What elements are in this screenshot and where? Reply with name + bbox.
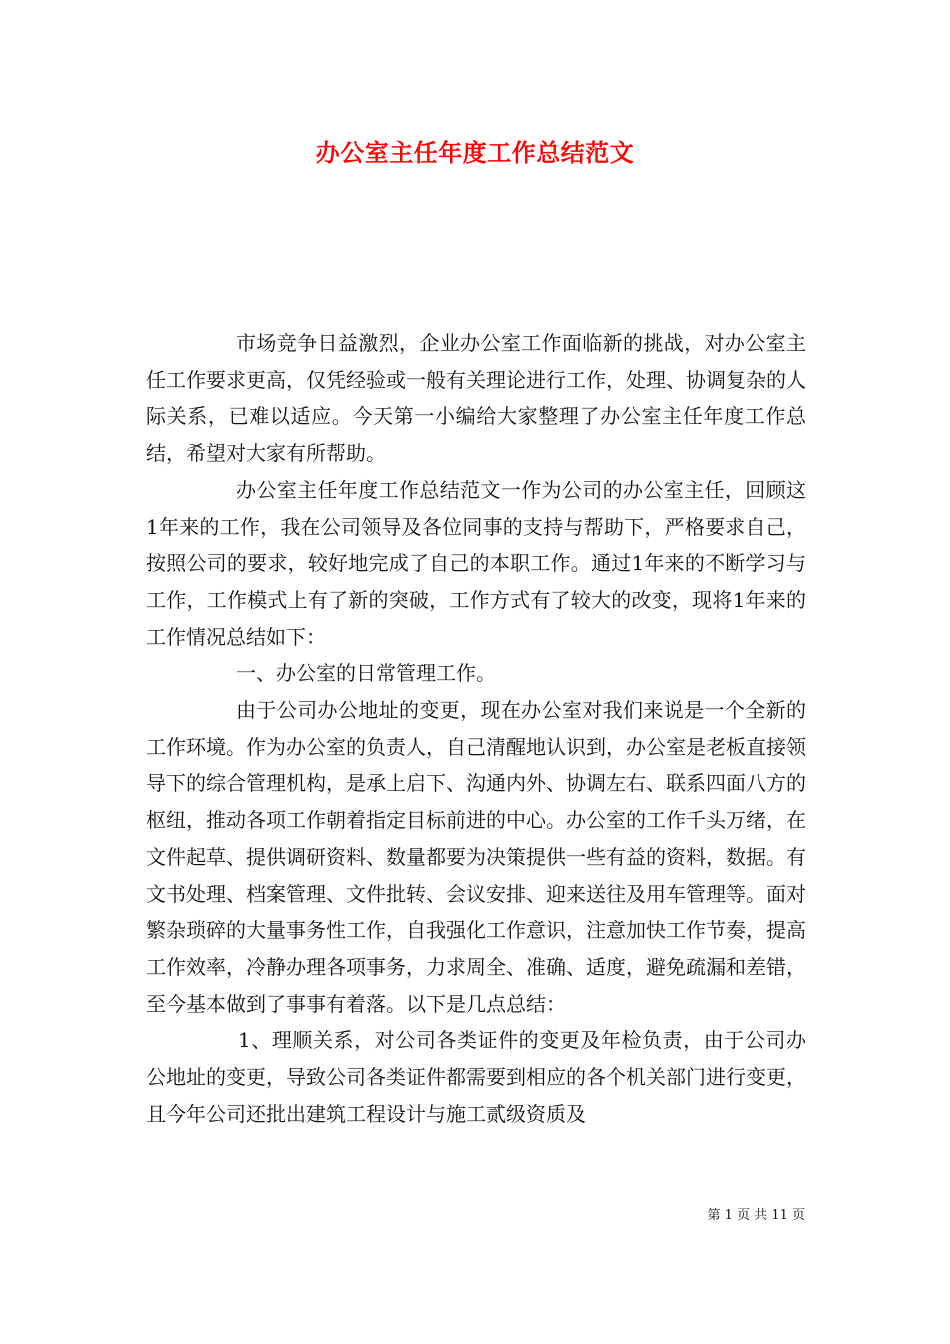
- section-heading-daily-management: 一、办公室的日常管理工作。: [236, 661, 496, 686]
- document-body: [146, 325, 806, 1132]
- document-title: 办公室主任年度工作总结范文: [315, 138, 635, 167]
- paragraph-item-1: 1、理顺关系，对公司各类证件的变更及年检负责，由于公司办公地址的变更，导致公司各类证件都需要到相应的各个机关部门进行变更，且今年公司还批出建筑工程设计与施工贰级资质及: [146, 1028, 806, 1126]
- paragraph-daily-management: 由于公司办公地址的变更，现在办公室对我们来说是一个全新的工作环境。作为办公室的负责人，自己清醒地认识到，办公室是老板直接领导下的综合管理机构，是承上启下、沟通内外、协调左右、联系四面八方的枢纽，推动各项工作朝着指定目标前进的中心。办公室的工作千头万绪，在文件起草、提供调研资料、数量都要为决策提供一些有益的资料，数据。有文书处理、档案管理、文件批转、会议安排、迎来送往及用车管理等。面对繁杂琐碎的大量事务性工作，自我强化工作意识，注意加快工作节奏，提高工作效率，冷静办理各项事务，力求周全、准确、适度，避免疏漏和差错，至今基本做到了事事有着落。以下是几点总结：: [146, 698, 806, 1016]
- page-number-footer: 第 1 页 共 11 页: [707, 1208, 805, 1223]
- paragraph-intro: 市场竞争日益激烈，企业办公室工作面临新的挑战，对办公室主任工作要求更高，仅凭经验或一般有关理论进行工作，处理、协调复杂的人际关系，已难以适应。今天第一小编给大家整理了办公室主任年度工作总结，希望对大家有所帮助。: [146, 331, 806, 466]
- paragraph-overview: 办公室主任年度工作总结范文一作为公司的办公室主任，回顾这1年来的工作，我在公司领导及各位同事的支持与帮助下，严格要求自己，按照公司的要求，较好地完成了自己的本职工作。通过1年来的不断学习与工作，工作模式上有了新的突破，工作方式有了较大的改变，现将1年来的工作情况总结如下：: [146, 477, 806, 649]
